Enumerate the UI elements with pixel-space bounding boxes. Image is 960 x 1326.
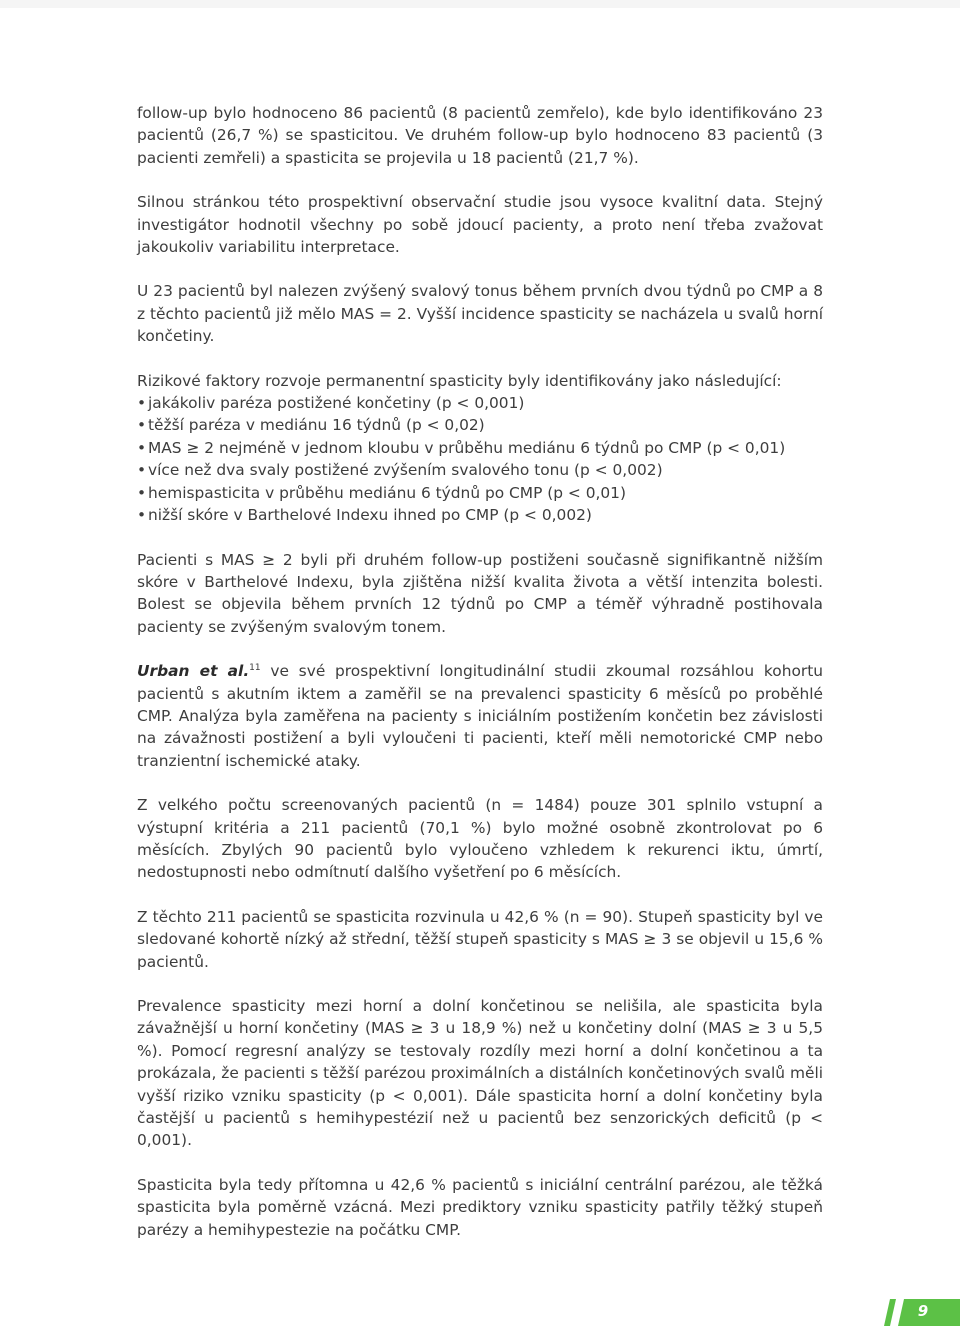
paragraph-mas-outcomes: Pacienti s MAS ≥ 2 byli při druhém follow-up postiženi současně signifikantně nižším skóre v Barthelové Indexu, byla zjištěna nižší kvalita života a větší intenzita bolesti. Bolest se objevila během prvních 12 týdnů po CMP a téměř výhradně postihovala pacienty se zvýšeným svalovým tonem.: [137, 550, 823, 636]
paragraph-muscle-tone: U 23 pacientů byl nalezen zvýšený svalový tonus během prvních dvou týdnů po CMP a 8 z těchto pacientů již mělo MAS = 2. Vyšší incidence spasticity se nacházela u svalů horní končetiny.: [137, 282, 823, 346]
page-top-edge: [0, 0, 960, 8]
list-item: • hemispasticita v průběhu mediánu 6 týdnů po CMP (p < 0,01): [137, 482, 823, 504]
paragraph-urban-study: [137, 660, 823, 772]
document-body: [137, 102, 823, 1263]
risk-factor-list: [137, 392, 823, 526]
paragraph-study-strength: Silnou stránkou této prospektivní observační studie jsou vysoce kvalitní data. Stejný investigátor hodnotil všechny po sobě jdoucí pacienty, a proto není třeba zvažovat jakoukoliv variabilitu interpretace.: [137, 193, 823, 257]
paragraph-screening: Z velkého počtu screenovaných pacientů (n = 1484) pouze 301 splnilo vstupní a výstupní kritéria a 211 pacientů (70,1 %) bylo možné osobně zkontrolovat po 6 měsících. Zbylých 90 pacientů bylo vyloučeno vzhledem k rekurenci iktu, úmrtí, nedostupnosti nebo odmítnutí dalšího vyšetření po 6 měsících.: [137, 796, 823, 882]
paragraph-prevalence-result: Z těchto 211 pacientů se spasticita rozvinula u 42,6 % (n = 90). Stupeň spasticity byl ve sledované kohortě nízký až střední, těžší stupeň spasticity s MAS ≥ 3 se objevil u 15,6 % pacientů.: [137, 907, 823, 971]
paragraph-risk-intro: Rizikové faktory rozvoje permanentní spasticity byly identifikovány jako následující:: [137, 371, 782, 390]
list-item: • jakákoliv paréza postižené končetiny (p < 0,001): [137, 392, 823, 414]
page-number: 9: [917, 1302, 929, 1320]
list-item: • více než dva svaly postižené zvýšením svalového tonu (p < 0,002): [137, 459, 823, 481]
paragraph-limb-comparison: Prevalence spasticity mezi horní a dolní končetinou se nelišila, ale spasticita byla závažnější u horní končetiny (MAS ≥ 3 u 18,9 %) než u končetiny dolní (MAS ≥ 3 u 5,5 %). Pomocí regresní analýzy se testovaly rozdíly mezi horní a dolní končetinou a ta prokázala, že pacienti s těžší parézou proximálních a distálních končetinových svalů měli vyšší riziko vzniku spasticity (p < 0,001). Dále spasticita horní a dolní končetiny byla častější u pacientů s hemihypestézií než u pacientů bez senzorických deficitů (p < 0,001).: [137, 997, 823, 1150]
paragraph-conclusion: Spasticita byla tedy přítomna u 42,6 % pacientů s iniciální centrální parézou, ale těžká spasticita byla poměrně vzácná. Mezi prediktory vzniku spasticity patřily těžký stupeň parézy a hemihypestezie na počátku CMP.: [137, 1175, 823, 1239]
list-item: • těžší paréza v mediánu 16 týdnů (p < 0,02): [137, 414, 823, 436]
paragraph-urban-text: ve své prospektivní longitudinální studii zkoumal rozsáhlou kohortu pacientů s akutním iktem a zaměřil se na prevalenci spasticity 6 měsíců po proběhlé CMP. Analýza byla zaměřena na pacienty s iniciálním postižením končetin bez závislosti na závažnosti postižení a byli vyloučeni ti pacienti, kteří měli nemotorické CMP nebo tranzientní ischemické ataky.: [137, 662, 823, 770]
list-item: • nižší skóre v Barthelové Indexu ihned po CMP (p < 0,002): [137, 504, 823, 526]
paragraph-follow-up: follow-up bylo hodnoceno 86 pacientů (8 pacientů zemřelo), kde bylo identifikováno 23 pacientů (26,7 %) se spasticitou. Ve druhém follow-up bylo hodnoceno 83 pacientů (3 pacienti zemřeli) a spasticita se projevila u 18 pacientů (21,7 %).: [137, 104, 823, 167]
page-number-badge: [880, 1299, 960, 1326]
author-citation: Urban et al.: [137, 662, 250, 681]
reference-number: 11: [249, 663, 261, 673]
list-item: • MAS ≥ 2 nejméně v jednom kloubu v průběhu mediánu 6 týdnů po CMP (p < 0,01): [137, 437, 823, 459]
